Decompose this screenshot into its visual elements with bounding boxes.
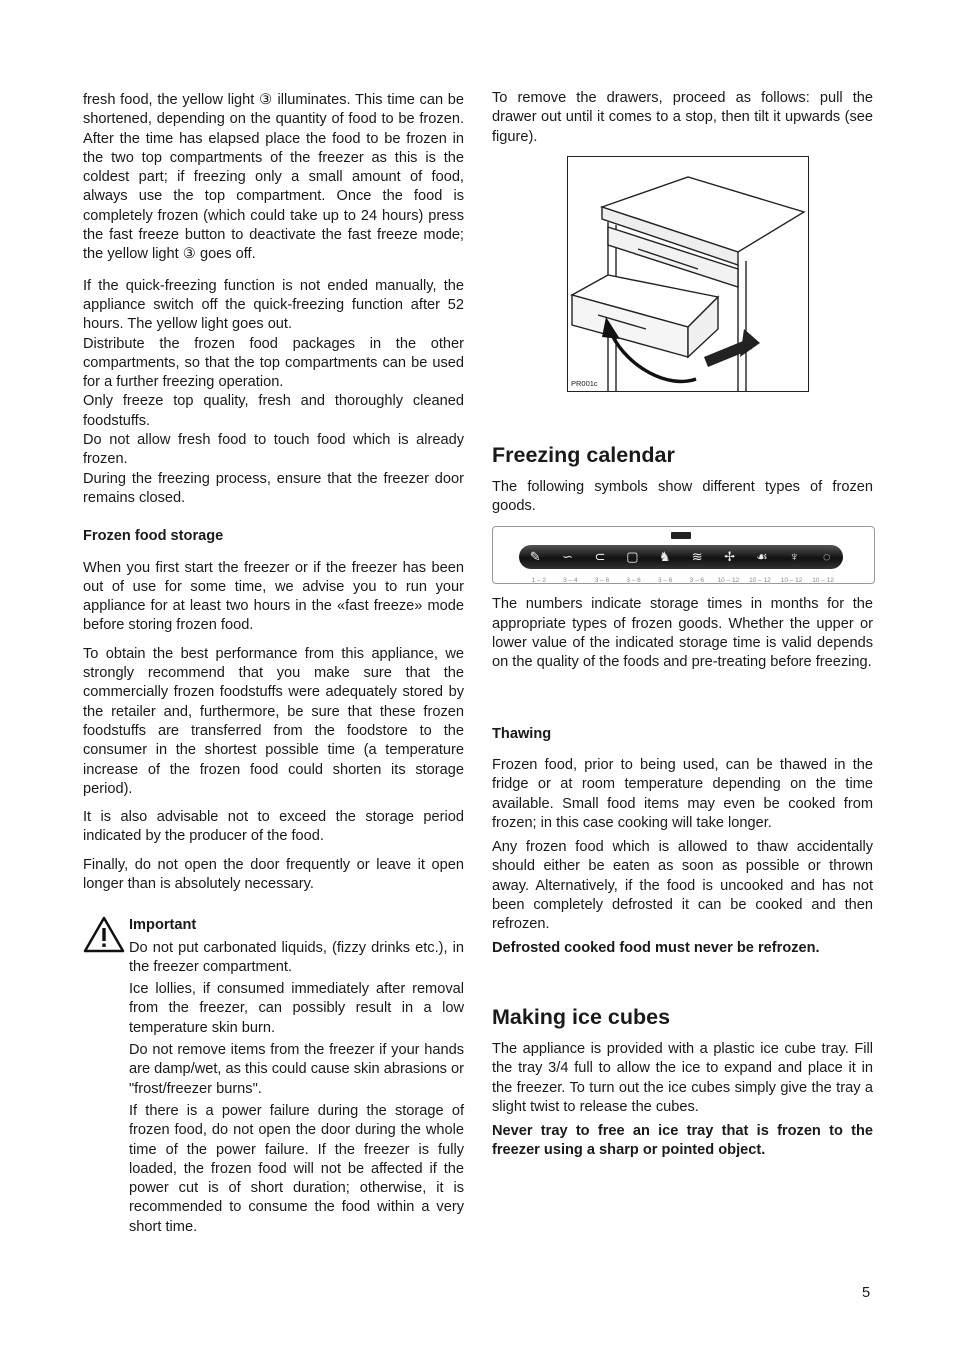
paragraph: If the quick-freezing function is not ended manually, the appliance switch off the quick-freezing function after 52 hours. The yellow light goes out.: [83, 277, 464, 333]
paragraph: The numbers indicate storage times in months for the appropriate types of frozen goods. Whether the upper or lower value of the indicated storage time is valid depends on the quality of the foods and pre-treating before freezing.: [492, 596, 873, 671]
warning-icon: [83, 916, 125, 954]
storage-months-label: 10 – 12: [717, 577, 740, 585]
text-span: goes off.: [199, 246, 256, 263]
paragraph: To obtain the best performance from this appliance, we strongly recommend that you make sure that the commercially frozen foodstuffs were adequately stored by the retailer and, furthermore, be sure that these frozen foodstuffs are transferred from the foodstore to the consumer in the shortest possible time (a temperature increase of the frozen food could shorten its storage period).: [83, 645, 464, 797]
sausage-icon: ∽: [562, 549, 574, 565]
page-number: 5: [862, 1285, 871, 1301]
paragraph: Only freeze top quality, fresh and thoroughly cleaned foodstuffs.: [83, 393, 464, 429]
text-span: fresh food, the yellow light: [83, 92, 255, 108]
figure-label: PR001c: [571, 378, 598, 388]
storage-months-label: 10 – 12: [749, 577, 771, 585]
storage-months-label: 3 – 6: [594, 577, 610, 585]
paragraph: Do not allow fresh food to touch food which is already frozen.: [83, 432, 464, 468]
drawer-removal-figure: [567, 156, 809, 392]
paragraph: Finally, do not open the door frequently or leave it open longer than is absolutely necessary.: [83, 856, 464, 892]
yellow-light-indicator: ③: [259, 92, 273, 108]
meat-icon: ✎: [529, 549, 541, 565]
paragraph: The following symbols show different types of frozen goods.: [492, 478, 873, 515]
warning-ice-tray: Never tray to free an ice tray that is frozen to the freezer using a sharp or pointed object.: [492, 1123, 873, 1159]
yellow-light-indicator: ③: [182, 246, 196, 263]
paragraph: Distribute the frozen food packages in the other compartments, so that the top compartments can be used for a further freezing operation.: [83, 335, 464, 391]
storage-months-label: 3 – 6: [626, 577, 641, 585]
cake-icon: ≋: [691, 549, 703, 565]
storage-months-label: 10 – 12: [780, 577, 803, 585]
storage-months-label: 3 – 6: [657, 577, 673, 585]
fruit-icon: ◌: [822, 549, 831, 565]
crustacean-icon: ☙: [756, 549, 768, 565]
storage-months-label: 1 – 2: [531, 577, 547, 585]
section-heading-thawing: Thawing: [492, 725, 552, 742]
paragraph: The appliance is provided with a plastic ice cube tray. Fill the tray 3/4 full to allow the ice to expand and place it in the freezer. To turn out the ice cubes simply give the tray a slight twist to release the cubes.: [492, 1040, 873, 1115]
symbol-band: [519, 545, 843, 569]
right-column: [492, 89, 873, 1161]
paragraph: Frozen food, prior to being used, can be thawed in the fridge or at room temperature depending on the time available. Small food items may even be cooked from frozen; in this case cooking will take longer.: [492, 756, 873, 831]
paragraph: During the freezing process, ensure that the freezer door remains closed.: [83, 470, 464, 506]
paragraph: Do not put carbonated liquids, (fizzy drinks etc.), in the freezer compartment.: [129, 939, 464, 975]
storage-months-label: 10 – 12: [812, 577, 834, 585]
freezer-drawer-illustration: [568, 157, 808, 391]
freezing-calendar-strip: [492, 526, 875, 584]
text-span: illuminates. This time can be shortened, depending on the quantity of food to be frozen. After the time has elapsed place the food to be frozen in the two top compartments of the freezer as this is the coldest part; if freezing only a small amount of food, always use the top compartment. Once the food is completely frozen (which could take up to 24 hours) press the fast freeze button to deactivate the fast freeze mode; the yellow light: [83, 92, 465, 263]
storage-months-label: 3 – 6: [689, 577, 704, 585]
important-heading: Important: [129, 917, 197, 934]
vegetable-icon: ♆: [789, 549, 800, 565]
four-star-icon: [671, 532, 691, 539]
warning-refreeze: Defrosted cooked food must never be refrozen.: [492, 939, 820, 956]
poultry-icon: ✢: [724, 549, 735, 565]
paragraph: When you first start the freezer or if the freezer has been out of use for some time, we advise you to run your appliance for at least two hours in the «fast freeze» mode before storing frozen food.: [83, 559, 464, 634]
paragraph: It is also advisable not to exceed the storage period indicated by the producer of the food.: [83, 809, 464, 845]
section-heading-frozen-food-storage: Frozen food storage: [83, 528, 224, 545]
heading-freezing-calendar: Freezing calendar: [492, 442, 675, 467]
game-icon: ♞: [658, 549, 671, 565]
paragraph: If there is a power failure during the storage of frozen food, do not open the door during the whole time of the power failure. If the freezer is fully loaded, the frozen food will not be affected if the power cut is of short duration; otherwise, it is recommended to consume the food within a very short time.: [129, 1102, 464, 1235]
paragraph: Ice lollies, if consumed immediately after removal from the freezer, can possibly result in a low temperature skin burn.: [129, 981, 464, 1036]
bread-icon: ▢: [626, 549, 639, 565]
left-column: [83, 91, 464, 1240]
paragraph: Any frozen food which is allowed to thaw accidentally should either be eaten as soon as possible or thrown away. Alternatively, if the food is uncooked and has not been completely defrosted it can be cooked and then refrozen.: [492, 839, 873, 933]
fish-icon: ⊂: [594, 549, 606, 565]
paragraph-fast-freeze: [83, 91, 464, 265]
important-notice: [83, 916, 464, 1237]
storage-months-label: 3 – 4: [563, 577, 578, 585]
paragraph: To remove the drawers, proceed as follows: pull the drawer out until it comes to a stop, then tilt it upwards (see figure).: [492, 90, 873, 145]
paragraph: Do not remove items from the freezer if your hands are damp/wet, as this could cause skin abrasions or "frost/freezer burns".: [129, 1042, 465, 1097]
storage-months-row: [523, 571, 839, 590]
heading-making-ice-cubes: Making ice cubes: [492, 1004, 671, 1029]
